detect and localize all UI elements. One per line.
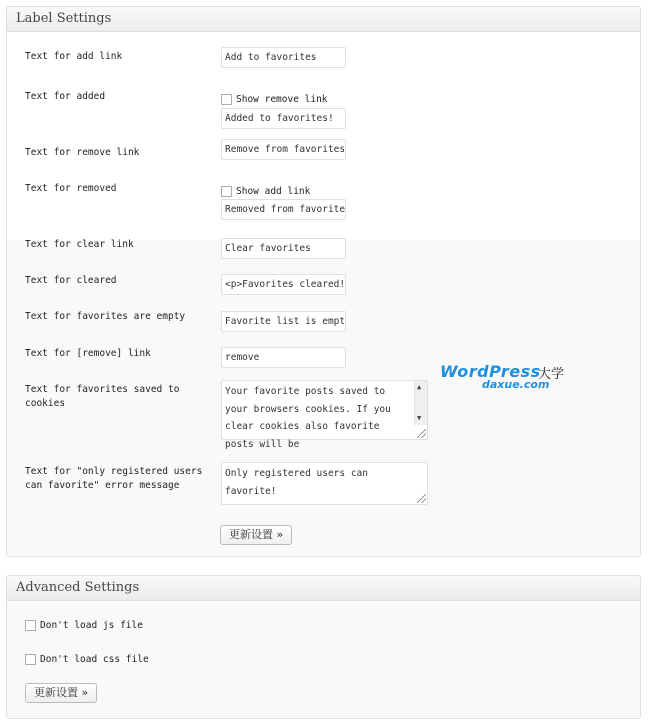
arrow-up-icon[interactable]: ▲ xyxy=(417,383,422,391)
wordpress-daxue-watermark xyxy=(440,362,570,396)
resize-grip-icon[interactable] xyxy=(417,429,426,438)
arrow-down-icon[interactable]: ▼ xyxy=(417,414,422,422)
added-label: Text for added xyxy=(25,91,106,102)
dont-load-js-label: Don't load js file xyxy=(40,620,143,631)
dont-load-js-option[interactable] xyxy=(25,619,143,632)
saved-to-cookies-label: Text for favorites saved to cookies xyxy=(25,384,180,409)
watermark-bottom-text: daxue.com xyxy=(482,378,550,391)
saved-to-cookies-textarea[interactable] xyxy=(221,380,428,450)
favorites-empty-input[interactable]: Favorite list is empt xyxy=(221,311,346,332)
registered-only-text: Only registered users can favorite! xyxy=(225,468,368,497)
clear-link-label: Text for clear link xyxy=(25,239,134,250)
removed-input[interactable]: Removed from favorite xyxy=(221,199,346,220)
textarea-scrollbar[interactable] xyxy=(414,381,427,425)
show-add-link-checkbox[interactable] xyxy=(221,186,232,197)
registered-only-textarea[interactable] xyxy=(221,462,428,505)
add-link-input[interactable]: Add to favorites xyxy=(221,47,346,68)
label-settings-title: Label Settings xyxy=(7,7,640,32)
watermark-chinese-text: 大学 xyxy=(538,367,565,382)
removed-label: Text for removed xyxy=(25,183,117,194)
advanced-settings-title: Advanced Settings xyxy=(7,576,640,601)
registered-only-label: Text for "only registered users can favorite" error message xyxy=(25,466,203,491)
clear-link-input[interactable]: Clear favorites xyxy=(221,238,346,259)
advanced-settings-update-button[interactable]: 更新设置 » xyxy=(25,683,97,703)
advanced-settings-panel xyxy=(6,575,641,719)
dont-load-css-label: Don't load css file xyxy=(40,654,149,665)
show-add-link-label: Show add link xyxy=(236,186,311,197)
dont-load-css-checkbox[interactable] xyxy=(25,654,36,665)
added-input[interactable]: Added to favorites! xyxy=(221,108,346,129)
label-settings-update-button[interactable]: 更新设置 » xyxy=(220,525,292,545)
watermark-top-text: WordPress xyxy=(440,362,541,381)
label-settings-panel xyxy=(6,6,641,557)
remove-link-label: Text for remove link xyxy=(25,147,140,158)
resize-grip-icon[interactable] xyxy=(417,494,426,503)
saved-to-cookies-text: Your favorite posts saved to your browsers cookies. If you clear cookies also favorite posts will be xyxy=(225,386,391,450)
remove-bracket-label: Text for [remove] link xyxy=(25,348,151,359)
show-remove-link-option[interactable] xyxy=(221,93,328,106)
show-remove-link-checkbox[interactable] xyxy=(221,94,232,105)
cleared-input[interactable]: <p>Favorites cleared! xyxy=(221,274,346,295)
add-link-label: Text for add link xyxy=(25,51,123,62)
dont-load-css-option[interactable] xyxy=(25,653,149,666)
remove-link-input[interactable]: Remove from favorites xyxy=(221,139,346,160)
favorites-empty-label: Text for favorites are empty xyxy=(25,311,186,322)
show-remove-link-label: Show remove link xyxy=(236,94,328,105)
dont-load-js-checkbox[interactable] xyxy=(25,620,36,631)
show-add-link-option[interactable] xyxy=(221,185,310,198)
cleared-label: Text for cleared xyxy=(25,275,117,286)
remove-bracket-input[interactable]: remove xyxy=(221,347,346,368)
